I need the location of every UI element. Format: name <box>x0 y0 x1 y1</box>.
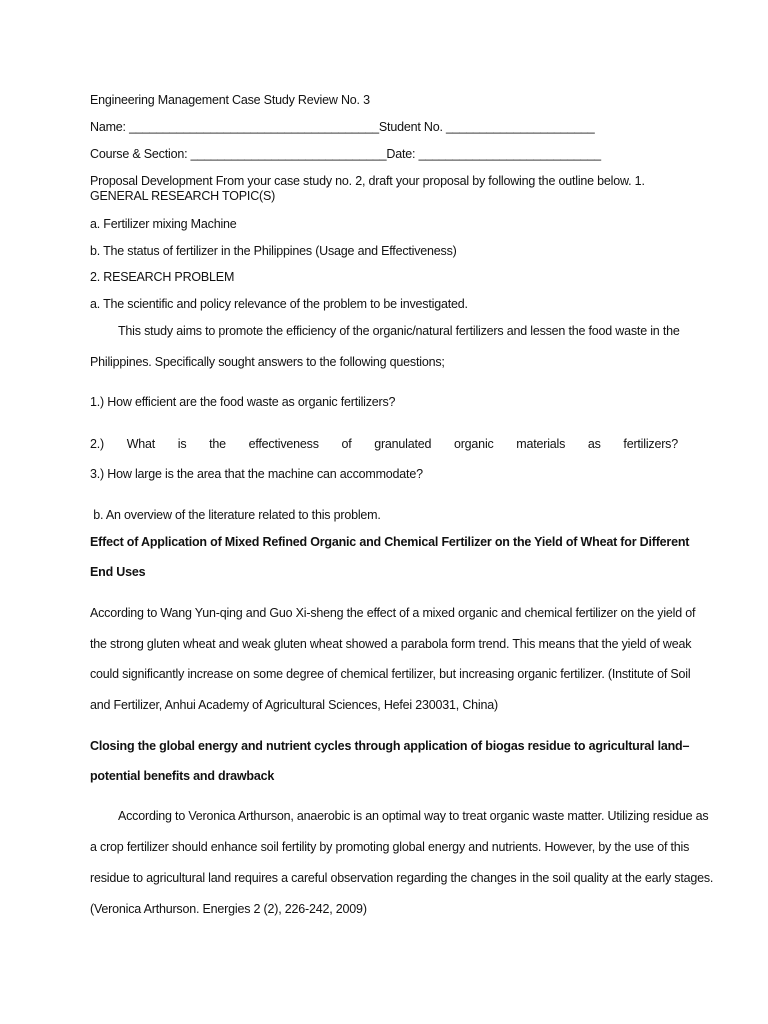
name-field-line: Name: _____________________________________Student No. ______________________ <box>90 120 595 134</box>
question-2-word: 2.) <box>90 437 104 451</box>
lit1-body-line-3: could significantly increase on some degree of chemical fertilizer, but increasing organic fertilizer. (Institute of Soil <box>90 667 691 681</box>
question-2-word: materials <box>516 437 566 451</box>
lit2-title-line-1: Closing the global energy and nutrient cycles through application of biogas residue to agricultural land– <box>90 739 690 753</box>
lit2-body-line-4: (Veronica Arthurson. Energies 2 (2), 226-242, 2009) <box>90 902 367 916</box>
lit1-body-line-2: the strong gluten wheat and weak gluten wheat showed a parabola form trend. This means that the yield of weak <box>90 637 692 651</box>
question-1: 1.) How efficient are the food waste as organic fertilizers? <box>90 395 396 409</box>
lit1-body-line-1: According to Wang Yun-qing and Guo Xi-sheng the effect of a mixed organic and chemical fertilizer on the yield of <box>90 606 696 620</box>
study-aim-line-1: This study aims to promote the efficiency of the organic/natural fertilizers and lessen the food waste in the <box>118 324 680 338</box>
question-2-word: granulated <box>374 437 432 451</box>
question-2-word: fertilizers? <box>623 437 678 451</box>
question-2-word: effectiveness <box>248 437 319 451</box>
document-title: Engineering Management Case Study Review No. 3 <box>90 93 370 107</box>
question-3: 3.) How large is the area that the machine can accommodate? <box>90 467 423 481</box>
topic-a: a. Fertilizer mixing Machine <box>90 217 237 231</box>
course-section-field-line: Course & Section: _____________________________Date: ___________________________ <box>90 147 601 161</box>
lit2-body-line-3: residue to agricultural land requires a careful observation regarding the changes in the soil quality at the early stages. <box>90 871 714 885</box>
lit2-title-line-2: potential benefits and drawback <box>90 769 275 783</box>
question-2-word: What <box>126 437 156 451</box>
study-aim-line-2: Philippines. Specifically sought answers to the following questions; <box>90 355 445 369</box>
question-2-word: as <box>587 437 601 451</box>
topic-b: b. The status of fertilizer in the Philippines (Usage and Effectiveness) <box>90 244 457 258</box>
literature-overview-label: b. An overview of the literature related to this problem. <box>90 508 381 522</box>
question-2-word: of <box>341 437 352 451</box>
lit1-body-line-4: and Fertilizer, Anhui Academy of Agricultural Sciences, Hefei 230031, China) <box>90 698 498 712</box>
question-2-word: the <box>209 437 226 451</box>
lit1-title-line-1: Effect of Application of Mixed Refined Organic and Chemical Fertilizer on the Yield of Wheat for Different <box>90 535 690 549</box>
proposal-instructions: Proposal Development From your case study no. 2, draft your proposal by following the outline below. 1. GENERAL RESEARCH TOPIC(S) <box>90 174 645 203</box>
research-problem-heading: 2. RESEARCH PROBLEM <box>90 270 235 284</box>
problem-a: a. The scientific and policy relevance of the problem to be investigated. <box>90 297 468 311</box>
question-2-word: organic <box>453 437 494 451</box>
lit2-body-line-2: a crop fertilizer should enhance soil fertility by promoting global energy and nutrients. However, by the use of this <box>90 840 690 854</box>
question-2 <box>90 437 678 451</box>
question-2-word: is <box>177 437 187 451</box>
lit1-title-line-2: End Uses <box>90 565 146 579</box>
lit2-body-line-1: According to Veronica Arthurson, anaerobic is an optimal way to treat organic waste matter. Utilizing residue as <box>118 809 709 823</box>
